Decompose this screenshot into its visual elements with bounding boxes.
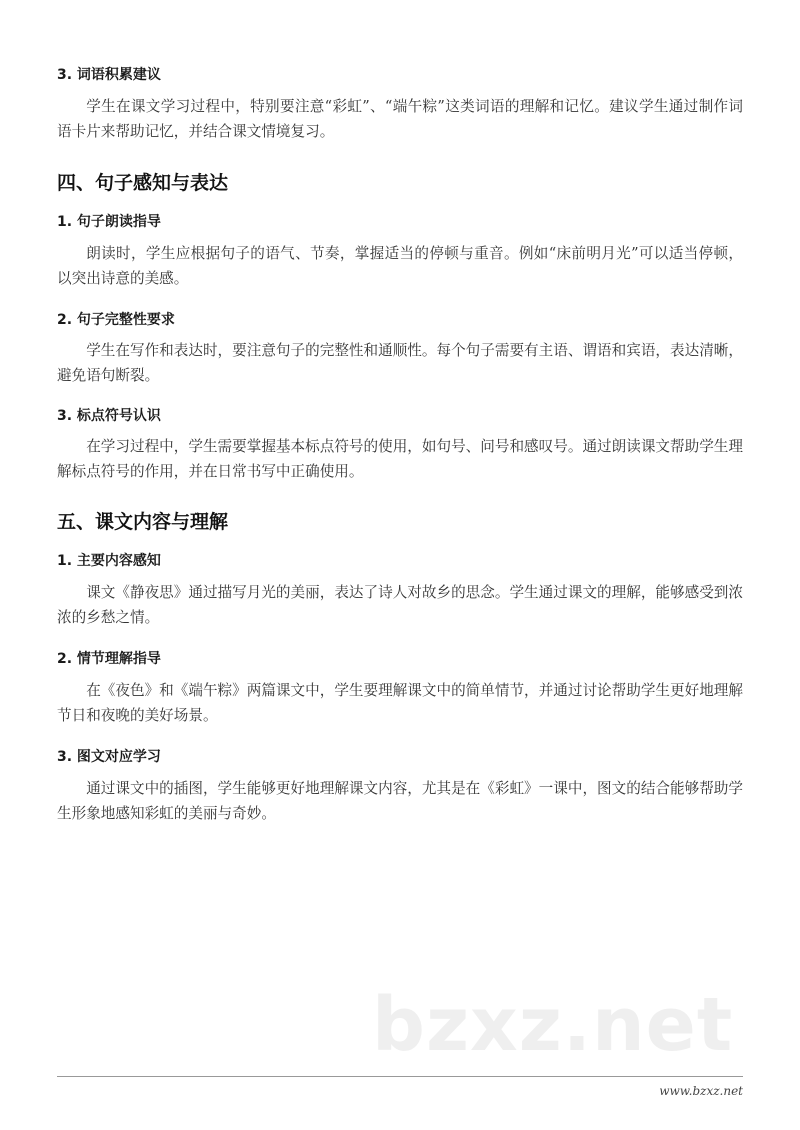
paragraph: 学生在写作和表达时，要注意句子的完整性和通顺性。每个句子需要有主语、谓语和宾语，表达清晰，避免语句断裂。 <box>57 342 743 384</box>
paragraph: 朗读时，学生应根据句子的语气、节奏，掌握适当的停顿与重音。例如“床前明月光”可以适当停顿，以突出诗意的美感。 <box>57 245 743 287</box>
subheading: 3. 词语积累建议 <box>57 67 161 83</box>
section-heading: 四、句子感知与表达 <box>57 172 229 194</box>
footer-url: www.bzxz.net <box>659 1084 743 1098</box>
subheading: 1. 句子朗读指导 <box>57 214 161 230</box>
subheading: 2. 句子完整性要求 <box>57 312 175 328</box>
paragraph: 在《夜色》和《端午粽》两篇课文中，学生要理解课文中的简单情节，并通过讨论帮助学生更好地理解节日和夜晚的美好场景。 <box>57 682 743 724</box>
paragraph: 学生在课文学习过程中，特别要注意“彩虹”、“端午粽”这类词语的理解和记忆。建议学生通过制作词语卡片来帮助记忆，并结合课文情境复习。 <box>57 98 743 140</box>
watermark: bzxz.net <box>372 982 734 1068</box>
subheading: 2. 情节理解指导 <box>57 651 161 667</box>
paragraph: 课文《静夜思》通过描写月光的美丽，表达了诗人对故乡的思念。学生通过课文的理解，能够感受到浓浓的乡愁之情。 <box>57 584 743 626</box>
section-heading: 五、课文内容与理解 <box>57 511 229 533</box>
paragraph: 在学习过程中，学生需要掌握基本标点符号的使用，如句号、问号和感叹号。通过朗读课文帮助学生理解标点符号的作用，并在日常书写中正确使用。 <box>57 438 743 480</box>
subheading: 3. 图文对应学习 <box>57 749 161 765</box>
subheading: 3. 标点符号认识 <box>57 408 161 424</box>
subheading: 1. 主要内容感知 <box>57 553 161 569</box>
footer-divider <box>57 1076 743 1077</box>
paragraph: 通过课文中的插图，学生能够更好地理解课文内容，尤其是在《彩虹》一课中，图文的结合能够帮助学生形象地感知彩虹的美丽与奇妙。 <box>57 780 743 822</box>
